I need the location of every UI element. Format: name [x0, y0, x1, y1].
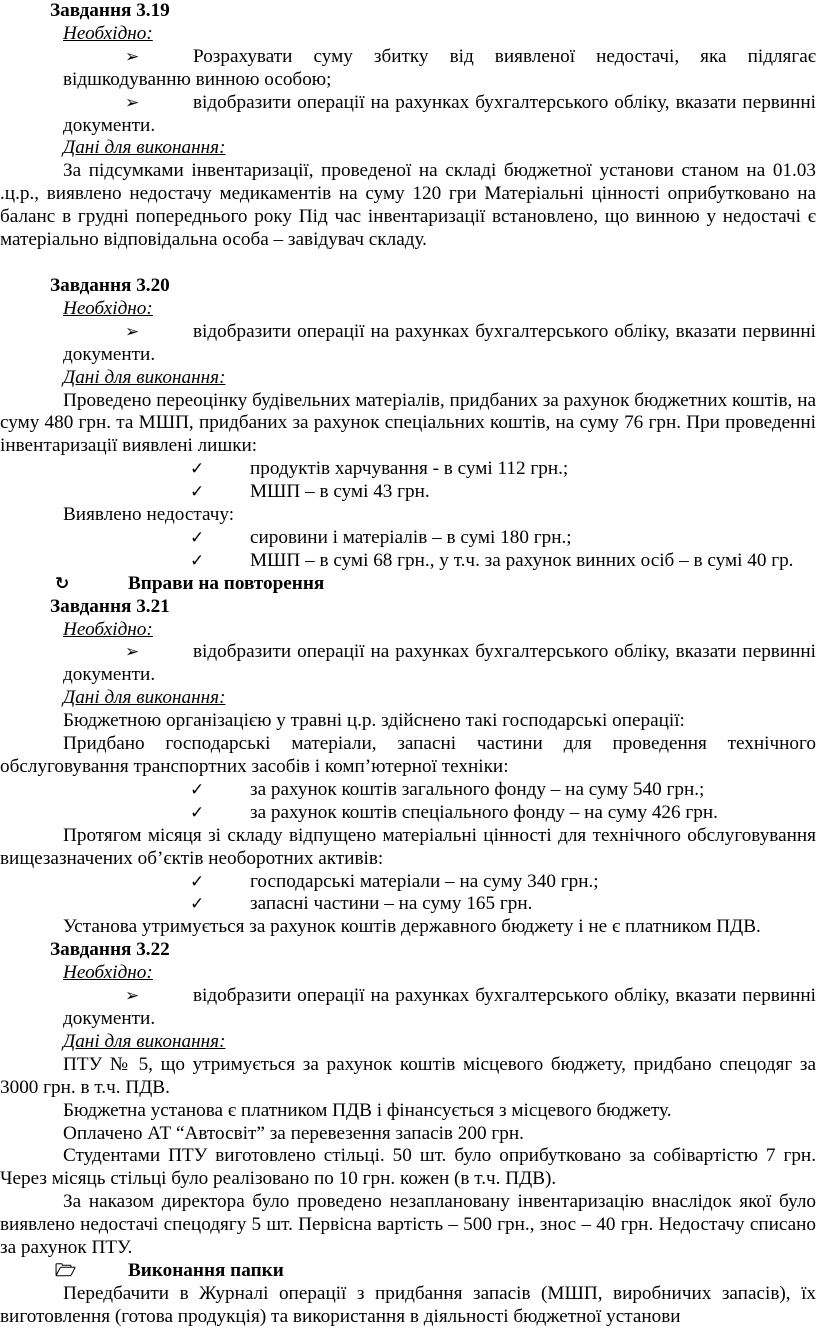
task-3-21-paragraph-3: Протягом місяця зі складу відпущено матеріальні цінності для технічного обслуговування вищезазначених об’єктів необоротних активів:	[0, 824, 816, 869]
folder-title-text: Виконання папки	[128, 1259, 284, 1281]
task-3-21-paragraph-1: Бюджетною організацією у травні ц.р. здійснено такі господарські операції:	[63, 710, 685, 732]
requirement-text: відобразити операції на рахунках бухгалтерського обліку, вказати первинні документи.	[63, 985, 816, 1029]
spacer	[0, 252, 816, 275]
task-3-22-paragraph-3: Оплачено АТ “Автосвіт” за перевезення запасів 200 грн.	[63, 1122, 524, 1144]
task-3-19-requirement-1	[0, 46, 816, 92]
arrow-bullet-icon: ➢	[125, 321, 140, 342]
surplus-item	[0, 458, 816, 481]
surplus-text: продуктів харчування - в сумі 112 грн.;	[250, 458, 569, 480]
task-3-21-paragraph-4: Установа утримується за рахунок коштів державного бюджету і не є платником ПДВ.	[63, 916, 761, 938]
surplus-item	[0, 481, 816, 504]
check-bullet-icon: ✓	[190, 871, 205, 892]
check-bullet-icon: ✓	[190, 482, 205, 503]
task-3-20-paragraph: Проведено переоцінку будівельних матеріалів, придбаних за рахунок бюджетних коштів, на суму 480 грн. та МШП, придбаних за рахунок спеціальних коштів, на суму 76 грн. При проведенні інвентаризації виявлені лишки:	[0, 389, 816, 457]
task-3-19-data-label: Дані для виконання:	[63, 137, 226, 159]
check-bullet-icon: ✓	[190, 527, 205, 548]
task-3-22-paragraph-5: За наказом директора було проведено незаплановану інвентаризацію внаслідок якої було виявлено недостачі спецодягу 5 шт. Первісна вартість – 500 грн., знос – 40 грн. Недостачу списано за рахунок ПТУ.	[0, 1191, 816, 1259]
folder-icon: 🗁	[55, 1260, 77, 1281]
purchase-text: за рахунок коштів загального фонду – на суму 540 грн.;	[250, 778, 705, 800]
requirement-text: відобразити операції на рахунках бухгалтерського обліку, вказати первинні документи.	[63, 91, 816, 136]
check-bullet-icon: ✓	[190, 550, 205, 571]
arrow-bullet-icon: ➢	[125, 986, 140, 1007]
shortage-text: МШП – в сумі 68 грн., у т.ч. за рахунок винних осіб – в сумі 40 гр.	[250, 549, 794, 571]
task-3-19-requirement-2	[0, 92, 816, 138]
review-section-title	[0, 573, 816, 596]
check-bullet-icon: ✓	[190, 459, 205, 480]
issued-item	[0, 871, 816, 894]
requirement-text: Розрахувати суму збитку від виявленої недостачі, яка підлягає відшкодуванню винною особою;	[63, 45, 816, 90]
task-3-21-title: Завдання 3.21	[50, 595, 170, 617]
task-3-19-title: Завдання 3.19	[50, 0, 170, 21]
shortage-item	[0, 527, 816, 550]
task-3-22-required-label: Необхідно:	[63, 962, 153, 984]
task-3-19-paragraph: За підсумками інвентаризації, проведеної на складі бюджетної установи станом на 01.03 .ц.р., виявлено недостачу медикаментів на суму 120 гри Матеріальні цінності оприбутковано на баланс в грудні попереднього року Під час інвентаризації встановлено, що винною у недостачі є матеріально відповідальна особа – завідувач складу.	[0, 160, 816, 251]
task-3-22-paragraph-1: ПТУ № 5, що утримується за рахунок коштів місцевого бюджету, придбано спецодяг за 3000 грн. в т.ч. ПДВ.	[0, 1053, 816, 1098]
task-3-20-data-label: Дані для виконання:	[63, 366, 226, 388]
arrow-bullet-icon: ➢	[125, 46, 140, 67]
surplus-text: МШП – в сумі 43 грн.	[250, 481, 430, 503]
shortage-text: сировини і матеріалів – в сумі 180 грн.;	[250, 526, 572, 548]
task-3-22-requirement-1	[0, 985, 816, 1031]
check-bullet-icon: ✓	[190, 802, 205, 823]
folder-section-title	[0, 1260, 816, 1283]
check-bullet-icon: ✓	[190, 894, 205, 915]
task-3-20-required-label: Необхідно:	[63, 297, 153, 319]
requirement-text: відобразити операції на рахунках бухгалтерського обліку, вказати первинні документи.	[63, 641, 816, 686]
shortage-label: Виявлено недостачу:	[63, 504, 235, 526]
shortage-item	[0, 550, 816, 573]
purchase-item	[0, 779, 816, 802]
task-3-20-requirement-1	[0, 321, 816, 367]
task-3-20-title: Завдання 3.20	[50, 274, 170, 296]
task-3-22-data-label: Дані для виконання:	[63, 1030, 226, 1052]
check-bullet-icon: ✓	[190, 779, 205, 800]
issued-text: господарські матеріали – на суму 340 грн.;	[250, 870, 599, 892]
repeat-icon: ↻	[55, 573, 70, 594]
purchase-text: за рахунок коштів спеціального фонду – на суму 426 грн.	[250, 801, 718, 823]
task-3-21-paragraph-2: Придбано господарські матеріали, запасні частини для проведення технічного обслуговування транспортних засобів і комп’ютерної техніки:	[0, 733, 816, 777]
task-3-19-required-label: Необхідно:	[63, 22, 153, 44]
purchase-item	[0, 802, 816, 825]
review-title-text: Вправи на повторення	[128, 572, 325, 594]
issued-item	[0, 893, 816, 916]
requirement-text: відобразити операції на рахунках бухгалтерського обліку, вказати первинні документи.	[63, 320, 816, 365]
issued-text: запасні частини – на суму 165 грн.	[250, 893, 533, 915]
task-3-21-requirement-1	[0, 641, 816, 687]
arrow-bullet-icon: ➢	[125, 92, 140, 113]
task-3-21-required-label: Необхідно:	[63, 618, 153, 640]
task-3-21-data-label: Дані для виконання:	[63, 687, 226, 709]
folder-paragraph: Передбачити в Журналі операції з придбання запасів (МШП, виробничих запасів), їх виготовлення (готова продукція) та використання в діяльності бюджетної установи	[0, 1282, 816, 1327]
task-3-22-paragraph-2: Бюджетна установа є платником ПДВ і фінансується з місцевого бюджету.	[63, 1099, 672, 1121]
arrow-bullet-icon: ➢	[125, 642, 140, 663]
task-3-22-title: Завдання 3.22	[50, 939, 170, 961]
task-3-22-paragraph-4: Студентами ПТУ виготовлено стільці. 50 шт. було оприбутковано за собівартістю 7 грн. Через місяць стільці було реалізовано по 10 грн. кожен (в т.ч. ПДВ).	[0, 1145, 816, 1190]
